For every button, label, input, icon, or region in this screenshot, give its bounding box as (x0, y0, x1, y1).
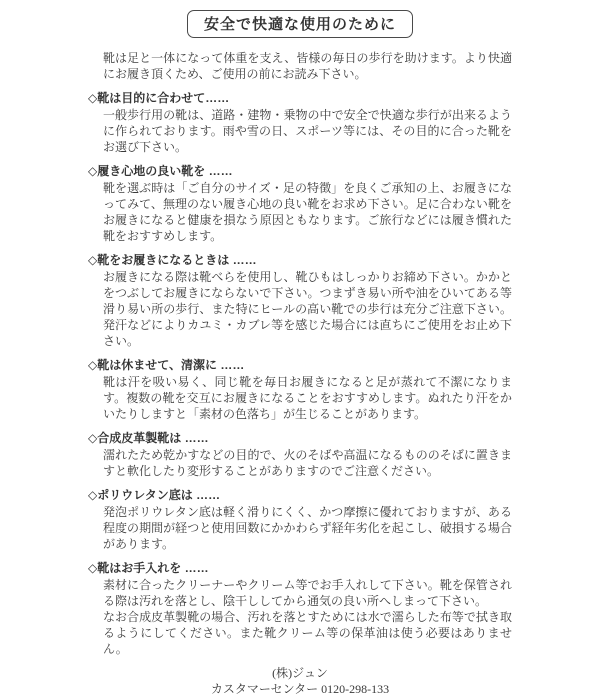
section-care (88, 560, 512, 657)
page-title: 安全で快適な使用のために (187, 10, 413, 38)
section-synthetic-leather (88, 430, 512, 479)
section-heading: ◇合成皮革製靴は …… (88, 431, 209, 445)
title-section (0, 0, 600, 38)
section-body: 靴を選ぶ時は「ご自分のサイズ・足の特徴」を良くご承知の上、お履きになってみて、無理のない履き心地の良い靴をお求め下さい。足に合わない靴をお履きになると健康を損なう原因ともなります。ご旅行などには履き慣れた靴をおすすめします。 (103, 181, 512, 243)
section-body: 一般歩行用の靴は、道路・建物・乗物の中で安全で快適な歩行が出来るように作られております。雨や雪の日、スポーツ等には、その目的に合った靴をお選び下さい。 (103, 108, 512, 154)
section-rest-clean (88, 357, 512, 422)
section-heading: ◇靴をお履きになるときは …… (88, 253, 257, 267)
company-name: (株)ジュン (272, 666, 328, 680)
section-body: お履きになる際は靴べらを使用し、靴ひもはしっかりお締め下さい。かかとをつぶしてお履きにならないで下さい。つまずき易い所や油をひいてある等滑り易い所の歩行、また特にヒールの高い靴での歩行は充分ご注意下さい。発汗などによりカユミ・カブレ等を感じた場合には直ちにご使用をお止め下さい。 (103, 270, 512, 348)
section-body: 素材に合ったクリーナーやクリーム等でお手入れして下さい。靴を保管される際は汚れを落とし、陰干ししてから通気の良い所へしまって下さい。 (103, 578, 512, 608)
section-heading: ◇靴は休ませて、清潔に …… (88, 358, 245, 372)
section-body: 靴は汗を吸い易く、同じ靴を毎日お履きになると足が蒸れて不潔になります。複数の靴を交互にお履きになることをおすすめします。ぬれたり汗をかいたりしますと「素材の色落ち」が生じることがあります。 (103, 375, 512, 421)
section-body: 濡れたため乾かすなどの目的で、火のそばや高温になるもののそばに置きますと軟化したり変形することがありますのでご注意ください。 (103, 448, 512, 478)
footer (0, 665, 600, 697)
section-comfort (88, 163, 512, 244)
section-heading: ◇履き心地の良い靴を …… (88, 164, 233, 178)
section-polyurethane-sole (88, 487, 512, 552)
customer-center-phone: カスタマーセンター 0120-298-133 (210, 682, 390, 696)
intro-paragraph: 靴は足と一体になって体重を支え、皆様の毎日の歩行を助けます。より快適にお履き頂くため、ご使用の前にお読み下さい。 (103, 51, 512, 81)
section-body-continued: なお合成皮革製靴の場合、汚れを落とすためには水で濡らした布等で拭き取るようにしてください。また靴クリーム等の保革油は使う必要はありません。 (103, 610, 512, 656)
section-heading: ◇靴は目的に合わせて…… (88, 91, 230, 105)
section-purpose (88, 90, 512, 155)
document-body (88, 50, 512, 657)
section-heading: ◇ポリウレタン底は …… (88, 488, 221, 502)
section-body: 発泡ポリウレタン底は軽く滑りにくく、かつ摩擦に優れておりますが、ある程度の期間が経つと使用回数にかかわらず経年劣化を起こし、破損する場合があります。 (103, 505, 512, 551)
section-wearing (88, 252, 512, 349)
section-heading: ◇靴はお手入れを …… (88, 561, 209, 575)
